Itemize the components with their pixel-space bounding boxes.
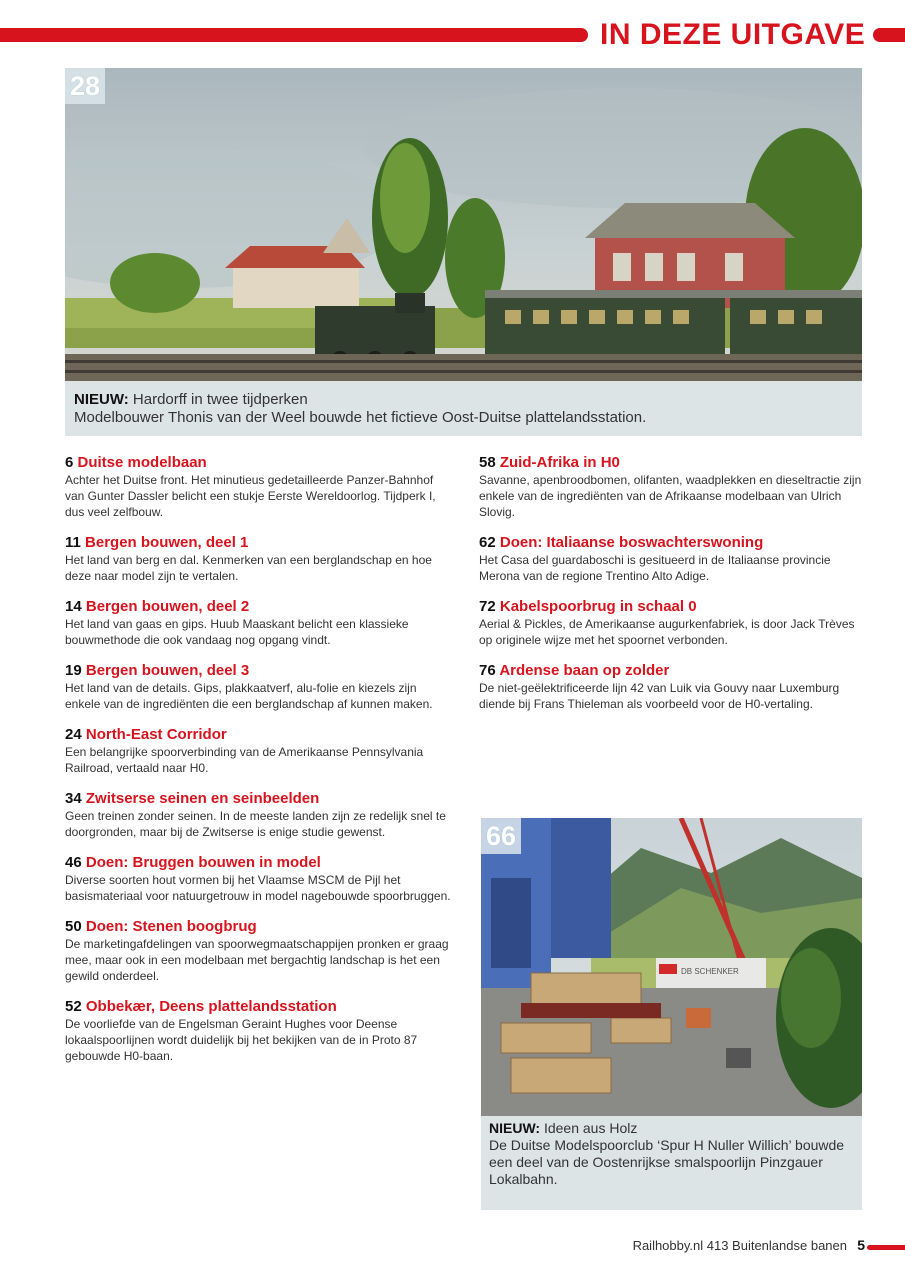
article-item[interactable]: [65, 998, 455, 1064]
article-item[interactable]: [479, 662, 869, 712]
header-rule: [0, 28, 580, 42]
article-summary: De voorliefde van de Engelsman Geraint Hughes voor Deense lokaalspoorlijnen wordt duidelijk bij het bekijken van de in Proto 87 gebouwde H0-baan.: [65, 1017, 418, 1063]
article-page: 76: [479, 662, 496, 679]
article-item[interactable]: [65, 598, 455, 648]
article-title: Doen: Stenen boogbrug: [85, 918, 257, 935]
article-title: Bergen bouwen, deel 2: [85, 598, 250, 615]
article-summary: De niet-geëlektrificeerde lijn 42 van Luik via Gouvy naar Luxemburg diende bij Frans Thieleman als voorbeeld voor de H0-vertaling.: [479, 681, 840, 711]
feature-bottom-photo: [481, 818, 862, 1116]
article-item[interactable]: [65, 454, 455, 520]
article-summary: Het land van gaas en gips. Huub Maaskant belicht een klassieke bouwmethode die ook vandaag nog opgang vindt.: [65, 617, 409, 647]
page-footer: [560, 1238, 905, 1258]
page-number-badge: 66: [481, 818, 521, 854]
article-summary: De marketingafdelingen van spoorwegmaatschappijen pronken er graag mee, maar ook in een modelbaan met bergachtig landschap is het een gewild onderdeel.: [65, 937, 449, 983]
article-summary: Aerial & Pickles, de Amerikaanse augurkenfabriek, is door Jack Trèves op originele wijze met het spoornet verbonden.: [479, 617, 855, 647]
truck-label: DB SCHENKER: [681, 967, 739, 976]
article-title: North-East Corridor: [85, 726, 227, 743]
article-page: 11: [65, 534, 81, 551]
article-title: Bergen bouwen, deel 1: [85, 534, 249, 551]
article-title: Ardense baan op zolder: [499, 662, 670, 679]
article-item[interactable]: [65, 854, 455, 904]
feature-top-caption: [74, 391, 854, 427]
page-number-badge: 28: [65, 68, 105, 104]
article-page: 24: [65, 726, 82, 743]
article-title: Zwitserse seinen en seinbeelden: [85, 790, 320, 807]
article-item[interactable]: [65, 534, 455, 584]
article-item[interactable]: [65, 918, 455, 984]
footer-issue-text: Railhobby.nl 413 Buitenlandse banen: [632, 1238, 847, 1253]
feature-bottom-caption: [489, 1120, 857, 1188]
article-item[interactable]: [479, 454, 869, 520]
article-page: 14: [65, 598, 82, 615]
article-summary: Een belangrijke spoorverbinding van de Amerikaanse Pennsylvania Railroad, vertaald naar H0.: [65, 745, 424, 775]
article-title: Zuid-Afrika in H0: [499, 454, 620, 471]
feature-description: De Duitse Modelspoorclub ‘Spur H Nuller Willich’ bouwde een deel van de Oostenrijkse smalspoorlijn Pinzgauer Lokalbahn.: [489, 1137, 845, 1187]
article-page: 46: [65, 854, 82, 871]
article-title: Obbekær, Deens plattelandsstation: [85, 998, 337, 1015]
feature-top-photo: [65, 68, 862, 381]
article-item[interactable]: [65, 726, 455, 776]
article-summary: Achter het Duitse front. Het minutieus gedetailleerde Panzer-Bahnhof van Gunter Dassler belicht een stukje Eerste Wereldoorlog. Tijdperk I, dus veel zelfbouw.: [65, 473, 436, 519]
page-title: IN DEZE UITGAVE: [600, 18, 866, 51]
wood-yard-diorama-illustration: [481, 818, 862, 1116]
article-page: 58: [479, 454, 496, 471]
feature-bottom: [481, 818, 862, 1210]
article-title: Kabelspoorbrug in schaal 0: [499, 598, 697, 615]
article-title: Duitse modelbaan: [77, 454, 207, 471]
article-page: 6: [65, 454, 74, 471]
article-item[interactable]: [479, 534, 869, 584]
feature-title: Ideen aus Holz: [543, 1120, 638, 1136]
article-summary: Het Casa del guardaboschi is gesitueerd in de Italiaanse provincie Merona van de regione Trentino Alto Adige.: [479, 553, 831, 583]
feature-top: [65, 68, 862, 436]
new-label: NIEUW:: [74, 391, 129, 408]
station-diorama-illustration: [65, 68, 862, 381]
article-page: 19: [65, 662, 82, 679]
article-item[interactable]: [65, 790, 455, 840]
footer-rule: [867, 1245, 905, 1250]
article-page: 50: [65, 918, 82, 935]
new-label: NIEUW:: [489, 1120, 541, 1136]
article-title: Bergen bouwen, deel 3: [85, 662, 250, 679]
article-page: 34: [65, 790, 82, 807]
page-number: 5: [857, 1237, 865, 1253]
article-page: 62: [479, 534, 496, 551]
header-rule-end: [873, 28, 905, 42]
article-summary: Het land van berg en dal. Kenmerken van een berglandschap en hoe deze naar model zijn te vertalen.: [65, 553, 432, 583]
feature-title: Hardorff in twee tijdperken: [132, 391, 308, 408]
article-summary: Het land van de details. Gips, plakkaatverf, alu-folie en kiezels zijn enkele van de ingrediënten die een berglandschap af kunnen maken.: [65, 681, 433, 711]
article-page: 52: [65, 998, 82, 1015]
article-summary: Diverse soorten hout vormen bij het Vlaamse MSCM de Pijl het basismateriaal voor natuurgetrouw in model nagebouwde spoorbruggen.: [65, 873, 451, 903]
article-summary: Savanne, apenbroodbomen, olifanten, waadplekken en dieseltractie zijn enkele van de ingrediënten van de Afrikaanse modelbaan van Ulrich Slovig.: [479, 473, 862, 519]
article-summary: Geen treinen zonder seinen. In de meeste landen zijn ze redelijk snel te doorgronden, maar bij de Zwitserse is enige studie gewenst.: [65, 809, 446, 839]
article-item[interactable]: [65, 662, 455, 712]
article-title: Doen: Bruggen bouwen in model: [85, 854, 321, 871]
article-item[interactable]: [479, 598, 869, 648]
article-title: Doen: Italiaanse boswachterswoning: [499, 534, 764, 551]
article-page: 72: [479, 598, 496, 615]
articles-left-column: [65, 454, 455, 1078]
feature-description: Modelbouwer Thonis van der Weel bouwde het fictieve Oost-Duitse plattelandsstation.: [74, 409, 647, 426]
articles-right-column: [479, 454, 869, 726]
